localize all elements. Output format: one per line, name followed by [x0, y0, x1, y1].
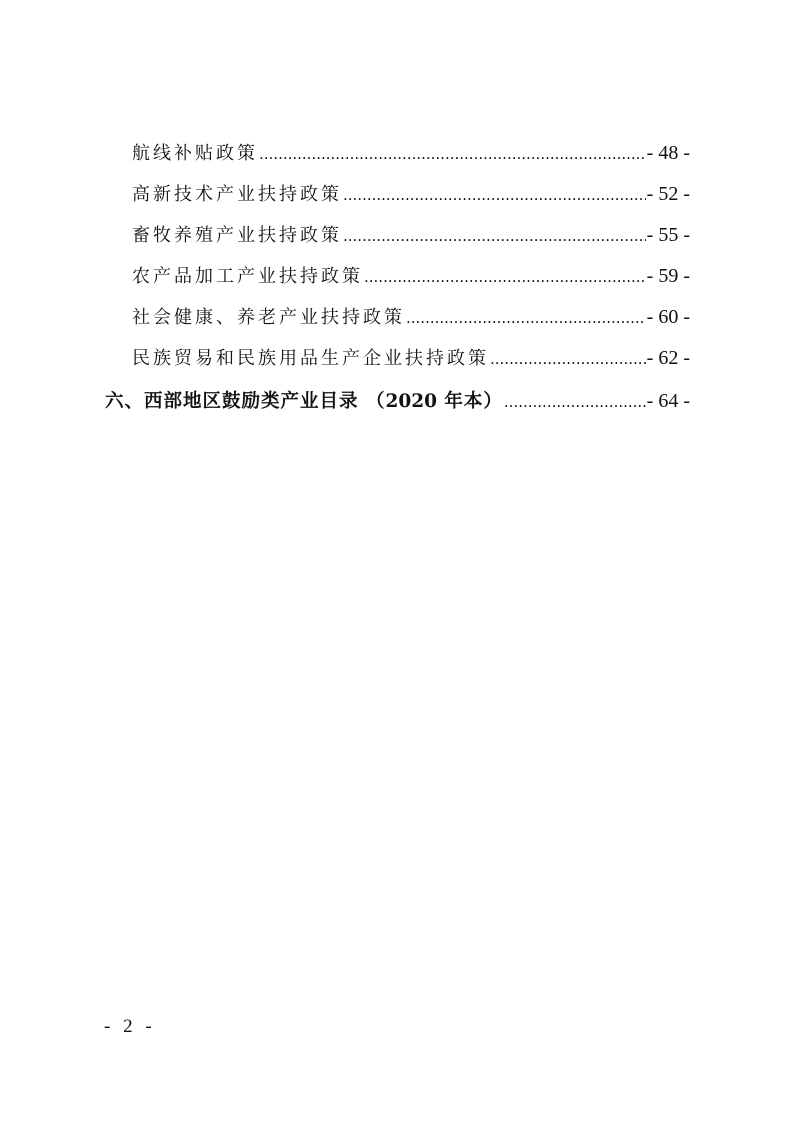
toc-entry-ethnic-trade[interactable] [132, 344, 690, 372]
toc-entry-route-subsidy[interactable] [132, 139, 690, 167]
toc-section-year: 2020 [385, 391, 437, 412]
toc-section-title-main: 六、西部地区鼓励类产业目录 （ [105, 391, 386, 412]
toc-leader-dots [490, 345, 646, 373]
toc-section-title [105, 388, 503, 416]
toc-section-western-industries[interactable] [105, 387, 690, 415]
toc-section-title-end: 年本） [436, 391, 503, 412]
toc-entry-livestock[interactable] [132, 221, 690, 249]
toc-entry-health-elderly-care[interactable] [132, 303, 690, 331]
toc-entry-page: - 59 - [646, 265, 690, 287]
toc-entry-title: 畜牧养殖产业扶持政策 [132, 225, 342, 246]
toc-entry-title: 农产品加工产业扶持政策 [132, 266, 363, 287]
toc-entry-agri-processing[interactable] [132, 262, 690, 290]
toc-entry-title: 民族贸易和民族用品生产企业扶持政策 [132, 348, 489, 369]
toc-entry-title: 高新技术产业扶持政策 [132, 184, 342, 205]
toc-leader-dots [504, 388, 646, 416]
toc-entry-page: - 48 - [646, 142, 690, 164]
toc-entry-title: 社会健康、养老产业扶持政策 [132, 307, 405, 328]
toc-entry-page: - 62 - [646, 347, 690, 369]
toc-entry-page: - 55 - [646, 224, 690, 246]
toc-leader-dots [364, 263, 646, 291]
toc-leader-dots [343, 222, 646, 250]
toc-leader-dots [259, 140, 646, 168]
toc-entry-page: - 52 - [646, 183, 690, 205]
toc-entry-page: - 60 - [646, 306, 690, 328]
toc-leader-dots [406, 304, 646, 332]
toc-entry-title: 航线补贴政策 [132, 143, 258, 164]
toc-section-page: - 64 - [646, 390, 690, 412]
page-number: - 2 - [104, 1016, 156, 1037]
toc-entry-high-tech[interactable] [132, 180, 690, 208]
toc-leader-dots [343, 181, 646, 209]
